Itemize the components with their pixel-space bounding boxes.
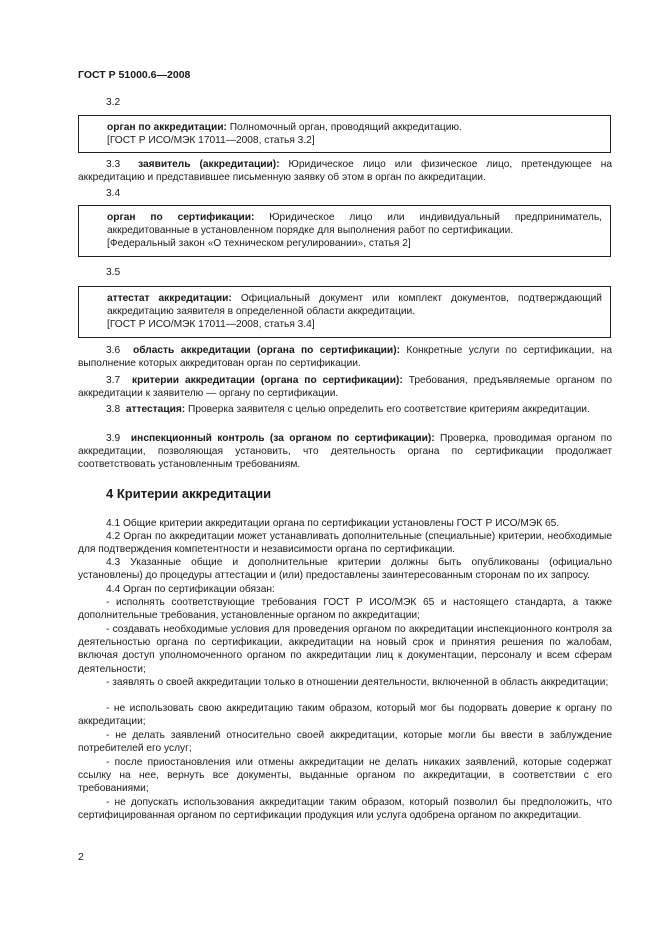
definition-paragraph: [78, 158, 612, 184]
term: орган по сертификации:: [107, 212, 255, 223]
clause-paragraph: 4.3 Указанные общие и дополнительные критерии должны быть опубликованы (официально установлены) до процедуры аттестации и (или) предоставлены заинтересованным сторонам по их запросу.: [78, 557, 612, 582]
clause-paragraph: 4.2 Орган по аккредитации может устанавливать дополнительные (специальные) критерии, необходимые для подтверждения компетентности и независимости органа по сертификации.: [78, 531, 612, 556]
clause-number: 3.5: [106, 267, 121, 278]
clause-paragraph: 4.1 Общие критерии аккредитации органа по сертификации установлены ГОСТ Р ИСО/МЭК 65.: [106, 518, 560, 529]
definition-box: [78, 115, 611, 153]
term: аттестация:: [125, 404, 186, 415]
clause-number: 3.8: [106, 404, 121, 415]
definition-paragraph: [78, 344, 612, 370]
definition-paragraph: [78, 374, 612, 400]
clause-number: 3.2: [106, 97, 121, 108]
definition-text: Официальный документ или комплект документов, подтверждающий аккредитацию заявителя в определенной области аккредитации.: [107, 293, 602, 318]
definition-text: Конкретные услуги по сертификации, на выполнение которых аккредитован орган по сертификации.: [78, 345, 612, 370]
section-heading: 4 Критерии аккредитации: [106, 486, 272, 501]
definition-text: Полномочный орган, проводящий аккредитацию.: [226, 122, 462, 133]
definition-text: Проверка, проводимая органом по аккредитации, позволяющая установить, что деятельность органа по сертификации продолжает соответствовать установленным требованиям.: [78, 433, 612, 471]
list-item: - заявлять о своей аккредитации только в отношении деятельности, включенной в область аккредитации;: [106, 677, 609, 688]
definition-box: [78, 286, 611, 338]
term: аттестат аккредитации:: [107, 293, 232, 304]
clause-number: 3.7: [106, 375, 121, 386]
list-item: - после приостановления или отмены аккредитации не делать никаких заявлений, которые содержат ссылку на нее, вернуть все документы, выданные органом по аккредитации, в соответствии с его требованиями;: [78, 757, 612, 795]
definition-paragraph: [78, 403, 612, 416]
source-reference: [ГОСТ Р ИСО/МЭК 17011—2008, статья 3.4]: [107, 319, 315, 331]
list-item: - не использовать свою аккредитацию таким образом, который мог бы подорвать доверие к органу по аккредитации;: [78, 703, 612, 728]
definition-box: [78, 205, 611, 257]
clause-number: 3.3: [106, 159, 121, 170]
definition-text: Юридическое лицо или индивидуальный предприниматель, аккредитованные в установленном порядке для выполнения работ по сертификации.: [107, 212, 603, 237]
source-reference: [Федеральный закон «О техническом регулировании», статья 2]: [107, 238, 411, 250]
clause-number: 3.9: [106, 433, 121, 444]
page-header: ГОСТ Р 51000.6—2008: [78, 69, 191, 81]
definition-text: Требования, предъявляемые органом по аккредитации к заявителю — органу по сертификации.: [78, 375, 612, 400]
clause-paragraph: 4.4 Орган по сертификации обязан:: [106, 584, 275, 595]
definition-text: Юридическое лицо или физическое лицо, претендующее на аккредитацию и представившее письменную заявку об этом в орган по аккредитации.: [78, 159, 613, 184]
list-item: - исполнять соответствующие требования ГОСТ Р ИСО/МЭК 65 и настоящего стандарта, а также дополнительные требования, установленные органом по аккредитации;: [78, 597, 612, 622]
term: заявитель (аккредитации):: [138, 159, 280, 170]
clause-number: 3.4: [106, 188, 121, 199]
term: орган по аккредитации:: [107, 122, 227, 133]
term: инспекционный контроль (за органом по сертификации):: [130, 433, 435, 444]
list-item: - не делать заявлений относительно своей аккредитации, которые могли бы ввести в заблуждение потребителей его услуг;: [78, 730, 612, 755]
clause-number: 3.6: [106, 345, 121, 356]
page-number: 2: [78, 851, 84, 863]
source-reference: [ГОСТ Р ИСО/МЭК 17011—2008, статья 3.2]: [107, 135, 315, 147]
list-item: - не допускать использования аккредитации таким образом, который позволил бы предположить, что сертифицированная органом по сертификации продукция или услуга одобрена органом по аккредитации.: [78, 797, 612, 822]
definition-paragraph: [78, 432, 612, 472]
term: критерии аккредитации (органа по сертификации):: [132, 375, 403, 386]
term: область аккредитации (органа по сертификации):: [132, 345, 400, 356]
definition-text: Проверка заявителя с целью определить его соответствие критериям аккредитации.: [185, 404, 590, 415]
list-item: - создавать необходимые условия для проведения органом по аккредитации инспекционного контроля за деятельностью органа по сертификации, аккредитации на новый срок и принятия решения по жалобам, включая доступ уполномоченного органом по аккредитации лиц к документации, персоналу и всем сферам деятельности;: [78, 624, 612, 675]
